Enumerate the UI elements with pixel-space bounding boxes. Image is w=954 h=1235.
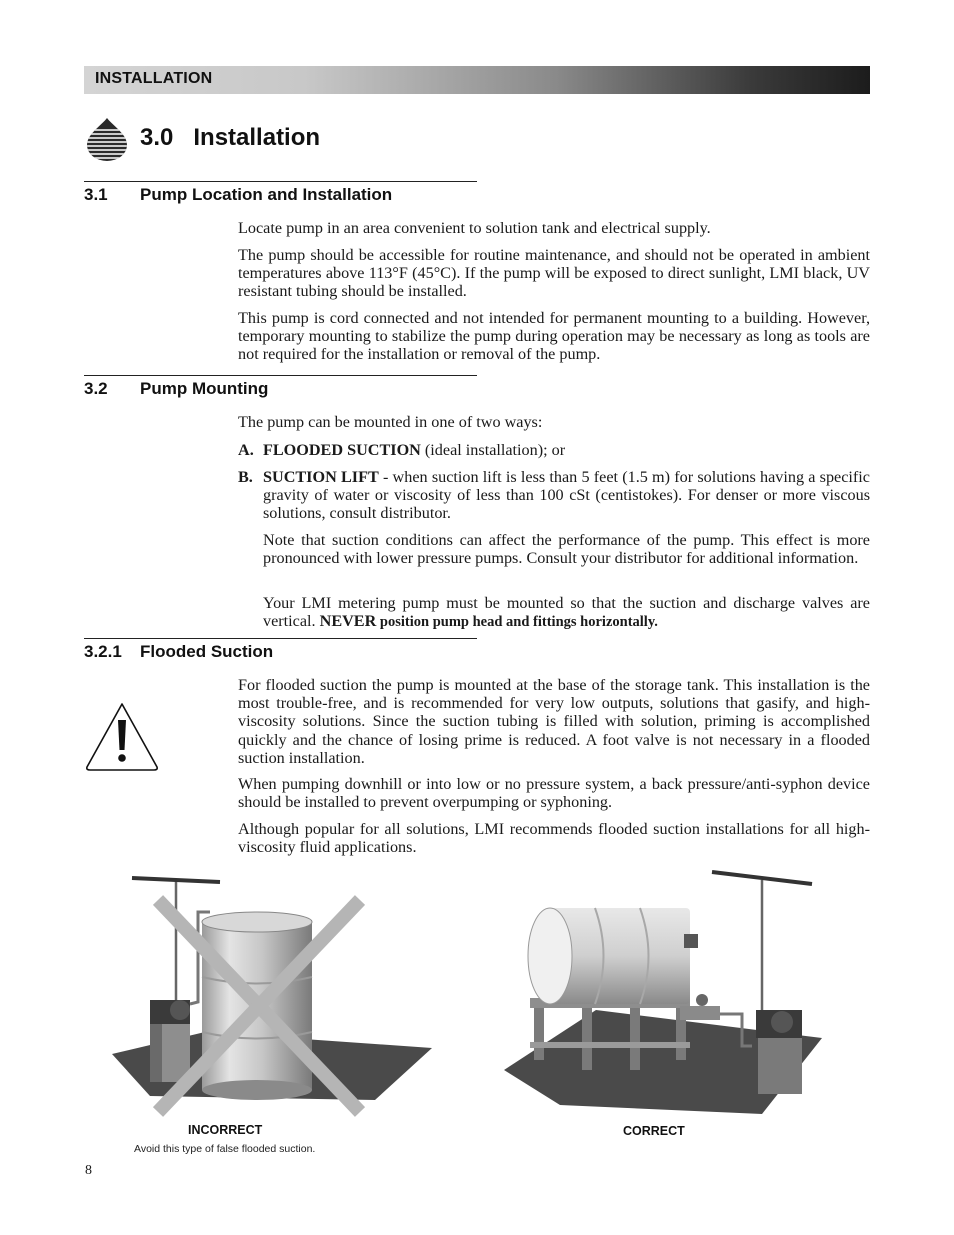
section-title: Pump Location and Installation <box>140 185 393 204</box>
paragraph: For flooded suction the pump is mounted at the base of the storage tank. This installation is the most trouble-free, and is recommended for very low outputs, solutions that gasify, and high-viscosity solutions. Since the suction tubing is filled with solution, priming is accomplished quickly and the chance of losing prime is reduced. A foot valve is not necessary in a flooded suction installation. <box>238 676 870 767</box>
note-bold: position pump head and fittings horizontally. <box>376 614 658 631</box>
section-heading-3-2-1 <box>84 642 484 664</box>
section-heading-3-1 <box>84 185 484 207</box>
figure-incorrect-installation <box>110 872 435 1122</box>
section-number: 3.1 <box>84 185 108 204</box>
paragraph: The pump can be mounted in one of two ways: <box>238 413 543 431</box>
note-never: NEVER <box>319 612 377 631</box>
paragraph: When pumping downhill or into low or no pressure system, a back pressure/anti-syphon device should be installed to prevent overpumping or syphoning. <box>238 775 870 812</box>
list-item-b <box>238 468 870 523</box>
paragraph: This pump is cord connected and not intended for permanent mounting to a building. However, temporary mounting to stabilize the pump during operation may be necessary as long as tools are not required for the installation or removal of the pump. <box>238 309 870 364</box>
section-rule <box>84 638 477 639</box>
section-title: Pump Mounting <box>140 379 269 398</box>
figure-caption-incorrect: Avoid this type of false flooded suction. <box>134 1143 316 1155</box>
section-banner <box>84 66 870 94</box>
section-title: Flooded Suction <box>140 642 274 661</box>
section-rule <box>84 181 477 182</box>
section-number: 3.2 <box>84 379 108 398</box>
water-drop-icon <box>84 116 130 162</box>
paragraph: Note that suction conditions can affect the performance of the pump. This effect is more pronounced with lower pressure pumps. Consult your distributor for additional information. <box>263 531 870 568</box>
section-number: 3.2.1 <box>84 642 122 661</box>
item-bold: FLOODED SUCTION <box>263 441 421 459</box>
item-text: (ideal installation); or <box>420 441 566 459</box>
item-label: A. <box>238 441 254 459</box>
chapter-title: 3.0 Installation <box>140 124 321 151</box>
paragraph: The pump should be accessible for routine maintenance, and should not be operated in ambient temperatures above 113°F (45°C). If the pump will be exposed to direct sunlight, LMI black, UV resistant tubing should be installed. <box>238 246 870 301</box>
paragraph: Although popular for all solutions, LMI recommends flooded suction installations for all high-viscosity fluid applications. <box>238 820 870 857</box>
section-rule <box>84 375 477 376</box>
warning-icon <box>84 700 160 772</box>
item-text: - when suction lift is less than 5 feet (1.5 m) for solutions having a specific gravity of water or viscosity of less than 100 cSt (centistokes). For denser or more viscous solutions, consult distributor. <box>263 468 870 523</box>
item-label: B. <box>238 468 253 486</box>
banner-title: INSTALLATION <box>95 70 213 87</box>
figure-label-incorrect: INCORRECT <box>188 1123 263 1137</box>
paragraph: Locate pump in an area convenient to solution tank and electrical supply. <box>238 219 711 237</box>
paragraph <box>263 594 870 631</box>
item-bold: SUCTION LIFT <box>263 468 379 486</box>
list-item-a <box>238 441 870 459</box>
figure-correct-installation <box>500 860 840 1118</box>
section-heading-3-2 <box>84 379 484 401</box>
page-number: 8 <box>85 1163 92 1178</box>
note-text: Your LMI metering pump must be mounted so that the suction and discharge valves are vertical. <box>263 594 870 631</box>
figure-label-correct: CORRECT <box>623 1124 685 1138</box>
